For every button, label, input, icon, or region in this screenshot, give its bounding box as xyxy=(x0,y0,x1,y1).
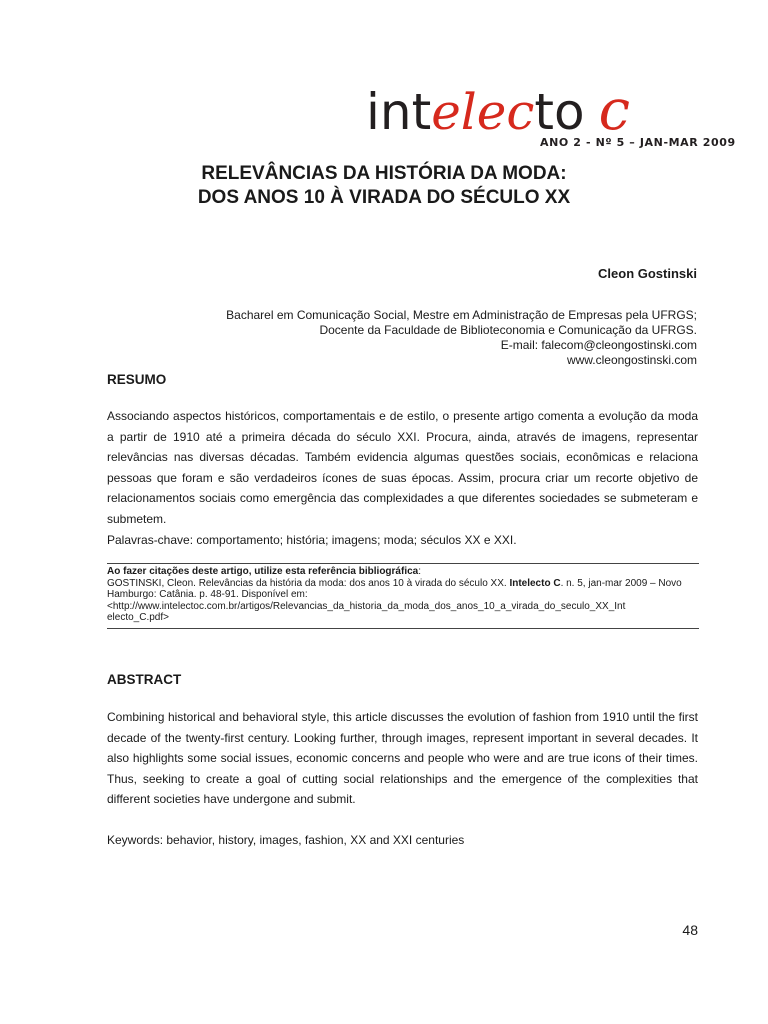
title-line-2: DOS ANOS 10 À VIRADA DO SÉCULO XX xyxy=(197,187,571,208)
citation-box xyxy=(107,563,699,629)
resumo-body: Associando aspectos históricos, comportamentais e de estilo, o presente artigo comenta a evolução da moda a partir de 1910 até a primeira década do século XXI. Procura, ainda, através de imagens, representar relevâncias nas diversas décadas. Também evidencia algumas questões sociais, econômicas e relaciona pessoas que foram e são verdadeiros ícones de suas épocas. Assim, procura criar um recorte objetivo de relacionamentos sociais como emergência das complexidades a que diferentes sociedades se submeteram e submetem. xyxy=(107,409,698,526)
logo-text-end: to xyxy=(534,83,585,141)
logo-text-accent: elec xyxy=(431,83,535,141)
page-number: 48 xyxy=(682,922,698,938)
abstract-body: Combining historical and behavioral style, this article discusses the evolution of fashion from 1910 until the first decade of the twenty-first century. Looking further, through images, represent important in several decades. It also highlights some social issues, economic concerns and people who were and are true icons of their times. Thus, seeking to create a goal of cutting social relationships and the emergence of the complexities that different societies have undergone and submit. xyxy=(107,710,698,807)
journal-logo xyxy=(366,78,630,143)
author-website: www.cleongostinski.com xyxy=(566,353,697,367)
logo-c-mark: c xyxy=(598,78,630,143)
citation-url-end: electo_C.pdf> xyxy=(107,612,169,623)
title-line-1: RELEVÂNCIAS DA HISTÓRIA DA MODA: xyxy=(201,163,567,184)
author-email: E-mail: falecom@cleongostinski.com xyxy=(500,338,697,352)
affiliation-line: Bacharel em Comunicação Social, Mestre em Administração de Empresas pela UFRGS; xyxy=(226,308,697,322)
citation-url: <http://www.intelectoc.com.br/artigos/Relevancias_da_historia_da_moda_dos_anos_10_a_virada_do_seculo_XX_Int xyxy=(107,600,626,612)
resumo-heading: RESUMO xyxy=(107,372,167,387)
article-title xyxy=(0,162,768,210)
citation-ref-text: GOSTINSKI, Cleon. Relevâncias da história da moda: dos anos 10 à virada do século XX. xyxy=(107,577,510,589)
affiliation-line: Docente da Faculdade de Biblioteconomia e Comunicação da UFRGS. xyxy=(319,323,697,337)
logo-text-start: int xyxy=(366,83,432,141)
citation-reference xyxy=(107,578,699,601)
abstract-keywords: Keywords: behavior, history, images, fashion, XX and XXI centuries xyxy=(107,833,465,847)
issue-line: ANO 2 - Nº 5 – JAN-MAR 2009 xyxy=(540,136,736,149)
citation-label-colon: : xyxy=(418,566,421,577)
citation-ref-details: . n. 5, jan-mar 2009 – Novo Hamburgo: Catânia. p. 48-91. Disponível em: xyxy=(107,577,682,600)
abstract-heading: ABSTRACT xyxy=(107,672,182,687)
citation-label: Ao fazer citações deste artigo, utilize esta referência bibliográfica xyxy=(107,566,419,577)
citation-journal: Intelecto C xyxy=(509,577,561,589)
author-affiliation xyxy=(137,308,697,368)
author-name: Cleon Gostinski xyxy=(598,266,697,281)
resumo-keywords: Palavras-chave: comportamento; história; imagens; moda; séculos XX e XXI. xyxy=(107,533,517,547)
